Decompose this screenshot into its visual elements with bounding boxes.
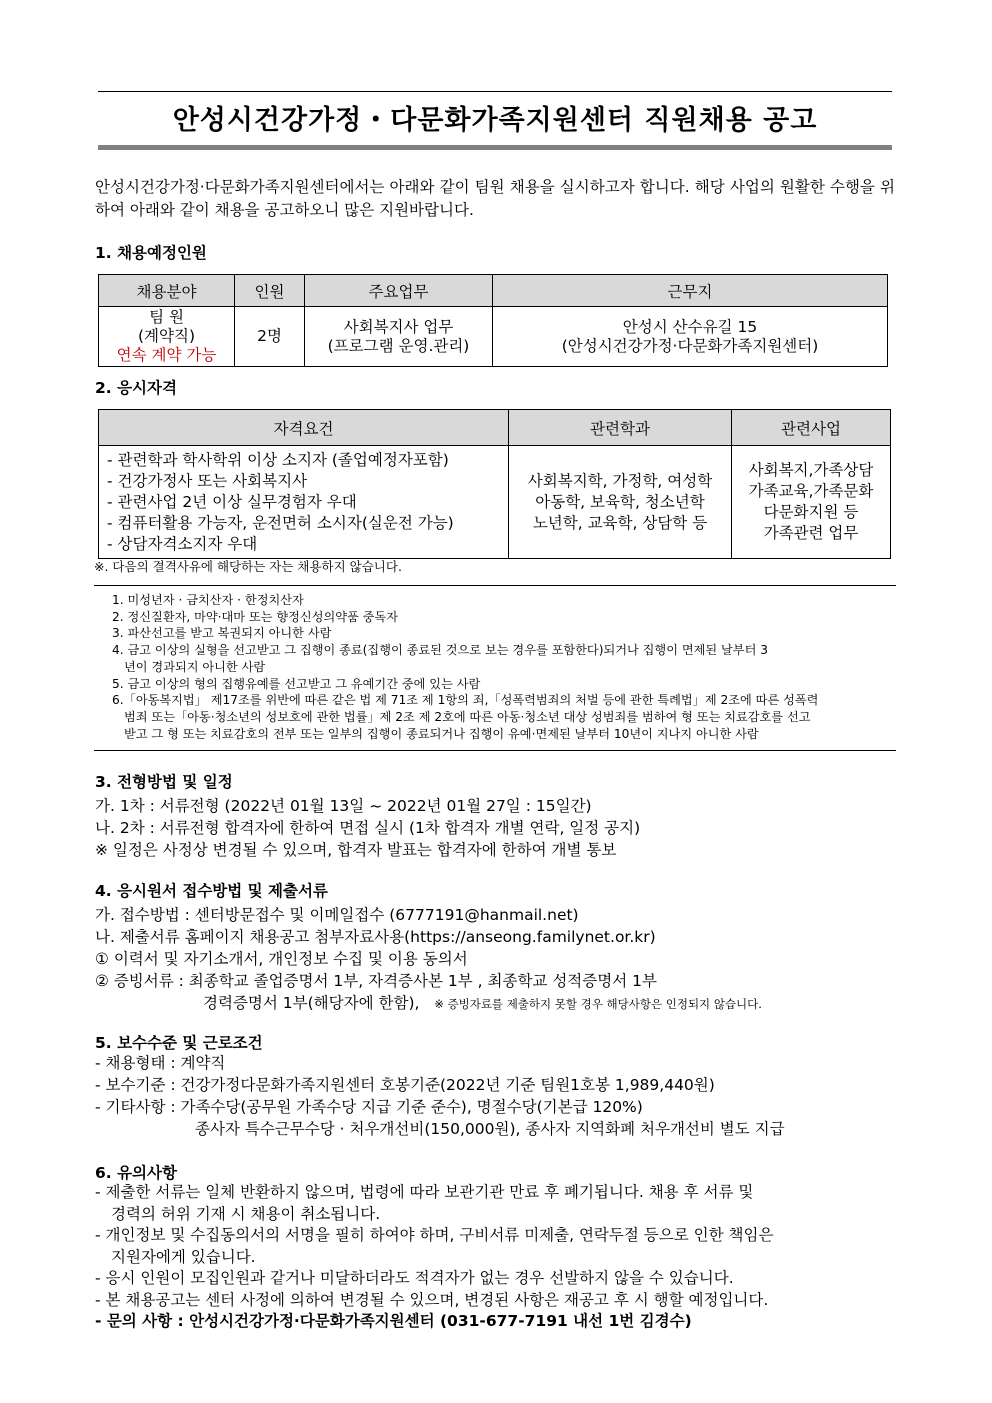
list-item: 가족관련 업무	[763, 524, 859, 542]
recruit-table	[98, 274, 888, 367]
table-cell-field	[99, 307, 235, 367]
text-line: - 개인정보 및 수집동의서의 서명을 필히 하여야 하며, 구비서류 미제출, 연락두절 등으로 인한 책임은	[95, 1226, 774, 1244]
section5-heading: 5. 보수수준 및 근로조건	[95, 1034, 263, 1052]
list-item: 아동학, 보육학, 청소년학	[535, 492, 705, 511]
text-line: 가. 1차 : 서류전형 (2022년 01월 13일 ~ 2022년 01월 27일 : 15일간)	[95, 797, 592, 815]
cell-line: (안성시건강가정·다문화가족지원센터)	[561, 336, 819, 355]
divider	[94, 750, 896, 751]
col-header: 채용분야	[99, 275, 235, 307]
list-item: 범죄 또는「아동·청소년의 성보호에 관한 법률」제 2조 제 2호에 따른 아동·청소년 대상 성범죄를 범하여 형 또는 치료감호를 선고	[124, 709, 811, 724]
text-span: 경력증명서 1부(해당자에 한함),	[203, 994, 420, 1012]
list-item: 사회복지,가족상담	[748, 461, 874, 479]
business-cell	[732, 446, 891, 559]
list-item: - 건강가정사 또는 사회복지사	[107, 471, 308, 490]
cell-line: 안성시 산수유길 15	[622, 317, 758, 336]
col-header: 주요업무	[305, 275, 493, 307]
text-line: ① 이력서 및 자기소개서, 개인정보 수집 및 이용 동의서	[95, 950, 468, 968]
text-line: 종사자 특수근무수당 · 처우개선비(150,000원), 종사자 지역화폐 처우개선비 별도 지급	[195, 1120, 785, 1138]
submission-text	[95, 904, 895, 1015]
cell-line: 사회복지사 업무	[343, 317, 454, 336]
list-item: 다문화지원 등	[763, 503, 859, 521]
title-top-rule	[98, 91, 892, 92]
text-line: ※ 일정은 사정상 변경될 수 있으며, 합격자 발표는 합격자에 한하여 개별 통보	[95, 841, 617, 859]
section4-heading: 4. 응시원서 접수방법 및 제출서류	[95, 882, 328, 900]
list-item: - 상담자격소지자 우대	[107, 534, 258, 553]
list-item: 4. 금고 이상의 실형을 선고받고 그 집행이 종료(집행이 종료된 것으로 보는 경우를 포함한다)되거나 집행이 면제된 날부터 3	[112, 643, 768, 658]
cell-line: 연속 계약 가능	[116, 346, 217, 364]
col-header: 관련사업	[732, 410, 891, 446]
list-item: 5. 금고 이상의 형의 집행유예를 선고받고 그 유예기간 중에 있는 사람	[112, 676, 481, 691]
text-line: 가. 접수방법 : 센터방문접수 및 이메일접수 (6777191@hanmail.net)	[95, 906, 579, 924]
text-line: 나. 2차 : 서류전형 합격자에 한하여 면접 실시 (1차 합격자 개별 연락, 일정 공지)	[95, 819, 641, 837]
divider	[94, 585, 896, 586]
qualification-table	[98, 409, 891, 559]
requirements-cell	[99, 446, 509, 559]
text-line: - 제출한 서류는 일체 반환하지 않으며, 법령에 따라 보관기관 만료 후 폐기됩니다. 채용 후 서류 및	[95, 1183, 754, 1201]
list-item: 2. 정신질환자, 마약·대마 또는 향정신성의약품 중독자	[112, 609, 398, 624]
cell-line: 팀 원	[149, 308, 184, 326]
disqualification-note: ※. 다음의 결격사유에 해당하는 자는 채용하지 않습니다.	[94, 559, 402, 574]
list-item: 사회복지학, 가정학, 여성학	[527, 471, 713, 490]
cell-line: (계약직)	[137, 327, 195, 345]
list-item: 6.「아동복지법」 제17조를 위반에 따른 같은 법 제 71조 제 1항의 죄,「성폭력범죄의 처벌 등에 관한 특례법」제 2조에 따른 성폭력	[112, 693, 819, 708]
text-line: 나. 제출서류 홈페이지 채용공고 첨부자료사용(https://anseong.familynet.or.kr)	[95, 928, 656, 946]
notes-text	[95, 1182, 895, 1333]
text-line: - 응시 인원이 모집인원과 같거나 미달하더라도 적격자가 없는 경우 선발하지 않을 수 있습니다.	[95, 1269, 734, 1287]
list-item: - 관련사업 2년 이상 실무경험자 우대	[107, 492, 357, 511]
list-item: - 컴퓨터활용 가능자, 운전면허 소시자(실운전 가능)	[107, 513, 454, 532]
text-line: - 본 채용공고는 센터 사정에 의하여 변경될 수 있으며, 변경된 사항은 재공고 후 시 행할 예정입니다.	[95, 1290, 769, 1309]
text-line: 지원자에게 있습니다.	[111, 1247, 256, 1266]
list-item: 년이 경과되지 아니한 사람	[124, 659, 266, 674]
cell-line: (프로그램 운영.관리)	[327, 336, 470, 355]
col-header: 자격요건	[99, 410, 509, 446]
conditions-text	[95, 1052, 895, 1140]
text-line: - 채용형태 : 계약직	[95, 1054, 226, 1072]
list-item: 3. 파산선고를 받고 복권되지 아니한 사람	[112, 626, 332, 641]
table-cell-place	[493, 307, 888, 367]
col-header: 근무지	[493, 275, 888, 307]
contact-line: - 문의 사항 : 안성시건강가정·다문화가족지원센터 (031-677-7191 내선 1번 김경수)	[95, 1312, 692, 1330]
text-span: ※ 증빙자료를 제출하지 못할 경우 해당사항은 인정되지 않습니다.	[434, 997, 762, 1011]
section3-heading: 3. 전형방법 및 일정	[95, 773, 233, 791]
table-cell-duty	[305, 307, 493, 367]
section6-heading: 6. 유의사항	[95, 1164, 177, 1182]
text-line: - 기타사항 : 가족수당(공무원 가족수당 지급 기준 준수), 명절수당(기본급 120%)	[95, 1098, 643, 1116]
disqualification-list	[112, 592, 888, 742]
list-item: 1. 미성년자 · 금치산자 · 한정치산자	[112, 593, 304, 607]
list-item: 받고 그 형 또는 치료감호의 전부 또는 일부의 집행이 종료되거나 집행이 유예·면제된 날부터 10년이 지나지 아니한 사람	[124, 726, 759, 741]
list-item: 노년학, 교육학, 상담학 등	[532, 513, 708, 532]
col-header: 관련학과	[509, 410, 732, 446]
schedule-text	[95, 795, 895, 861]
list-item: 가족교육,가족문화	[748, 482, 874, 500]
text-line: 경력의 허위 기재 시 채용이 취소됩니다.	[111, 1204, 381, 1223]
table-cell-count: 2명	[235, 307, 305, 367]
section2-heading: 2. 응시자격	[95, 379, 177, 397]
section1-heading: 1. 채용예정인원	[95, 244, 207, 262]
col-header: 인원	[235, 275, 305, 307]
list-item: - 관련학과 학사학위 이상 소지자 (졸업예정자포함)	[107, 450, 449, 469]
text-line: - 보수기준 : 건강가정다문화가족지원센터 호봉기준(2022년 기준 팀원1호봉 1,989,440원)	[95, 1076, 715, 1094]
majors-cell	[509, 446, 732, 559]
text-line	[95, 992, 895, 1015]
title-bottom-rule	[98, 145, 892, 150]
intro-paragraph: 안성시건강가정·다문화가족지원센터에서는 아래와 같이 팀원 채용을 실시하고자 합니다. 해당 사업의 원활한 수행을 위하여 아래와 같이 채용을 공고하오니 많은 지원바랍니다.	[95, 178, 895, 219]
page-title: 안성시건강가정・다문화가족지원센터 직원채용 공고	[172, 105, 818, 136]
text-line: ② 증빙서류 : 최종학교 졸업증명서 1부, 자격증사본 1부 , 최종학교 성적증명서 1부	[95, 972, 657, 990]
